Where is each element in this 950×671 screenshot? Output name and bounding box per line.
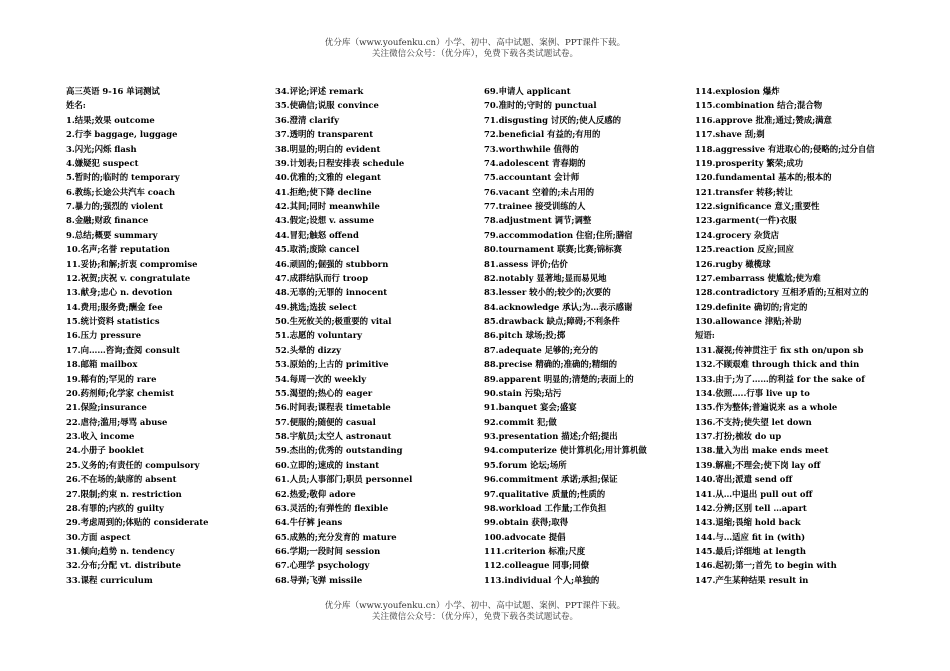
vocab-entry: 143.退缩;畏缩 hold back: [695, 517, 801, 528]
vocab-entry: 19.稀有的;罕见的 rare: [66, 373, 157, 384]
vocab-entry: 7.暴力的;强烈的 violent: [66, 201, 164, 211]
vocab-entry: 10.名声;名誉 reputation: [66, 244, 170, 255]
vocab-entry: 144.与…适应 fit in (with): [695, 531, 806, 542]
vocab-entry: 117.shave 刮;剃: [695, 129, 765, 140]
vocab-entry: 77.trainee 接受训练的人: [484, 201, 586, 211]
vocab-entry: 121.transfer 转移;转让: [695, 186, 793, 197]
vocab-entry: 11.妥协;和解;折衷 compromise: [66, 258, 198, 269]
vocab-entry: 高三英语 9-16 单词测试: [66, 86, 160, 96]
vocab-entry: 59.杰出的;优秀的 outstanding: [275, 445, 403, 456]
vocab-entry: 147.产生某种结果 result in: [695, 574, 809, 585]
vocab-entry: 46.顽固的;倔强的 stubborn: [275, 258, 389, 269]
vocab-entry: 64.牛仔裤 jeans: [275, 517, 343, 528]
vocab-entry: 36.澄清 clarify: [275, 114, 340, 125]
vocab-entry: 128.contradictory 互相矛盾的;互相对立的: [695, 287, 869, 298]
vocab-entry: 80.tournament 联赛;比赛;锦标赛: [484, 244, 622, 255]
vocab-entry: 姓名:: [66, 100, 86, 111]
vocab-entry: 37.透明的 transparent: [275, 129, 374, 140]
vocab-entry: 85.drawback 缺点;障碍;不利条件: [484, 316, 620, 326]
vocab-entry: 138.量入为出 make ends meet: [695, 445, 829, 456]
vocab-entry: 92.commit 犯;做: [484, 416, 557, 427]
vocab-entry: 142.分辨;区别 tell …apart: [695, 502, 807, 513]
vocab-entry: 61.人员;人事部门;职员 personnel: [275, 474, 413, 485]
vocab-entry: 93.presentation 描述;介绍;提出: [484, 431, 618, 441]
vocab-entry: 27.限制;约束 n. restriction: [66, 488, 182, 499]
vocab-entry: 32.分布;分配 vt. distribute: [66, 560, 182, 571]
vocab-entry: 79.accommodation 住宿;住所;膳宿: [484, 229, 633, 240]
vocab-entry: 122.significance 意义;重要性: [695, 201, 820, 211]
vocab-entry: 56.时间表;课程表 timetable: [275, 402, 391, 413]
vocab-entry: 99.obtain 获得;取得: [484, 517, 569, 528]
page-header-watermark: [0, 38, 950, 60]
vocab-entry: 12.祝贺;庆祝 v. congratulate: [66, 272, 191, 283]
vocab-entry: 141.从…中退出 pull out off: [695, 488, 813, 499]
vocab-entry: 95.forum 论坛;场所: [484, 459, 567, 470]
vocab-entry: 119.prosperity 繁荣;成功: [695, 157, 803, 168]
vocab-entry: 83.lesser 较小的;较少的;次要的: [484, 287, 611, 298]
vocab-entry: 135.作为整体;普遍说来 as a whole: [695, 402, 838, 413]
vocab-entry: 25.义务的;有责任的 compulsory: [66, 459, 200, 470]
column-2: [275, 84, 480, 587]
vocab-entry: 69.申请人 applicant: [484, 86, 571, 96]
vocab-entry: 47.成群结队而行 troop: [275, 272, 369, 283]
vocab-entry: 94.computerize 使计算机化;用计算机做: [484, 445, 647, 456]
vocab-entry: 81.assess 评价;估价: [484, 258, 568, 269]
vocab-entry: 2.行李 baggage, luggage: [66, 129, 178, 140]
vocab-entry: 1.结果;效果 outcome: [66, 114, 155, 125]
vocab-entry: 146.起初;第一;首先 to begin with: [695, 560, 837, 571]
column-3: [484, 84, 689, 587]
vocab-entry: 73.worthwhile 值得的: [484, 143, 579, 154]
vocab-entry: 60.立即的;速成的 instant: [275, 459, 380, 470]
vocab-entry: 14.费用;服务费;酬金 fee: [66, 301, 163, 312]
vocab-entry: 16.压力 pressure: [66, 330, 142, 341]
vocab-entry: 43.假定;设想 v. assume: [275, 215, 375, 226]
vocab-entry: 82.notably 显著地;显而易见地: [484, 272, 607, 283]
vocab-entry: 29.考虑周到的;体贴的 considerate: [66, 517, 209, 528]
vocab-entry: 49.挑选;选拔 select: [275, 301, 357, 312]
header-line-2: 关注微信公众号：（优分库），免费下载各类试题试卷。: [371, 49, 579, 59]
vocab-entry: 129.definite 确切的;肯定的: [695, 301, 808, 312]
vocab-entry: 38.明显的;明白的 evident: [275, 143, 381, 154]
vocab-entry: 54.每周一次的 weekly: [275, 373, 367, 384]
vocab-entry: 9.总结;概要 summary: [66, 229, 158, 240]
vocab-entry: 134.依照…..行事 live up to: [695, 387, 810, 398]
vocab-entry: 58.宇航员;太空人 astronaut: [275, 431, 392, 441]
vocab-entry: 23.收入 income: [66, 431, 135, 441]
vocab-entry: 98.workload 工作量;工作负担: [484, 502, 607, 513]
vocab-entry: 20.药剂师;化学家 chemist: [66, 387, 174, 398]
vocab-entry: 123.garment(一件)衣服: [695, 215, 797, 226]
vocab-entry: 126.rugby 橄榄球: [695, 258, 771, 269]
vocab-entry: 72.beneficial 有益的;有用的: [484, 129, 601, 140]
vocab-entry: 21.保险;insurance: [66, 402, 147, 413]
vocab-entry: 88.precise 精确的;准确的;精细的: [484, 359, 617, 370]
header-line-1: 优分库（www.youfenku.cn）小学、初中、高中试题、案例、PPT课件下载。: [324, 38, 626, 48]
vocab-entry: 31.倾向;趋势 n. tendency: [66, 546, 175, 556]
vocab-entry: 30.方面 aspect: [66, 531, 131, 542]
vocab-entry: 114.explosion 爆炸: [695, 86, 780, 96]
vocab-entry: 35.使确信;说服 convince: [275, 100, 379, 111]
vocab-entry: 40.优雅的;文雅的 elegant: [275, 172, 381, 183]
footer-line-1: 优分库（www.youfenku.cn）小学、初中、高中试题、案例、PPT课件下载。: [324, 601, 626, 611]
vocab-entry: 75.accountant 会计师: [484, 172, 580, 183]
vocab-entry: 113.individual 个人;单独的: [484, 574, 600, 585]
vocab-entry: 55.渴望的;热心的 eager: [275, 387, 373, 398]
vocab-entry: 短语:: [695, 330, 715, 341]
vocab-entry: 22.虐待;滥用;辱骂 abuse: [66, 416, 168, 427]
vocab-entry: 33.课程 curriculum: [66, 574, 153, 585]
vocab-entry: 111.criterion 标准;尺度: [484, 546, 586, 556]
vocab-entry: 50.生死攸关的;极重要的 vital: [275, 316, 392, 326]
vocab-entry: 96.commitment 承诺;承担;保证: [484, 474, 618, 485]
vocab-entry: 112.colleague 同事;同僚: [484, 560, 589, 571]
vocab-entry: 3.闪光;闪烁 flash: [66, 143, 137, 154]
vocab-entry: 132.不顾艰难 through thick and thin: [695, 359, 860, 370]
vocab-entry: 66.学期;一段时间 session: [275, 546, 381, 556]
vocab-entry: 51.志愿的 voluntary: [275, 330, 362, 341]
column-4: [695, 84, 900, 587]
vocab-entry: 53.原始的;上古的 primitive: [275, 359, 389, 370]
vocab-entry: 139.解雇;不理会;使下岗 lay off: [695, 459, 821, 470]
vocab-entry: 90.stain 污染;玷污: [484, 387, 562, 398]
vocab-entry: 78.adjustment 调节;调整: [484, 215, 592, 226]
vocab-entry: 91.banquet 宴会;盛宴: [484, 402, 577, 413]
vocab-entry: 118.aggressive 有进取心的;侵略的;过分自信: [695, 143, 875, 154]
vocab-entry: 125.reaction 反应;回应: [695, 244, 794, 255]
vocab-entry: 44.冒犯;触怒 offend: [275, 229, 359, 240]
vocab-entry: 45.取消;废除 cancel: [275, 244, 360, 255]
vocab-entry: 145.最后;详细地 at length: [695, 546, 806, 556]
vocab-entry: 39.计划表;日程安排表 schedule: [275, 157, 405, 168]
vocab-entry: 28.有罪的;内疚的 guilty: [66, 502, 164, 513]
vocab-entry: 4.嫌疑犯 suspect: [66, 157, 139, 168]
vocab-entry: 13.献身;忠心 n. devotion: [66, 287, 173, 298]
vocab-entry: 34.评论;评述 remark: [275, 86, 364, 96]
vocab-entry: 100.advocate 提倡: [484, 531, 566, 542]
page-footer-watermark: [0, 601, 950, 623]
vocab-entry: 26.不在场的;缺席的 absent: [66, 474, 177, 485]
footer-line-2: 关注微信公众号：（优分库），免费下载各类试题试卷。: [371, 612, 579, 622]
vocab-entry: 130.allowance 津贴;补助: [695, 316, 802, 326]
vocab-entry: 5.暂时的;临时的 temporary: [66, 172, 180, 183]
vocab-entry: 76.vacant 空着的;未占用的: [484, 186, 594, 197]
vocab-entry: 63.灵活的;有弹性的 flexible: [275, 502, 389, 513]
vocab-entry: 8.金融;财政 finance: [66, 215, 149, 226]
vocab-entry: 67.心理学 psychology: [275, 560, 370, 571]
vocab-entry: 15.统计资料 statistics: [66, 316, 160, 326]
vocab-entry: 71.disgusting 讨厌的;使人反感的: [484, 114, 621, 125]
vocab-entry: 131.凝视;传神贯注于 fix sth on/upon sb: [695, 344, 864, 355]
vocab-entry: 140.寄出;派遣 send off: [695, 474, 793, 485]
vocab-entry: 124.grocery 杂货店: [695, 229, 779, 240]
vocab-entry: 116.approve 批准;通过;赞成;满意: [695, 114, 832, 125]
vocab-entry: 84.acknowledge 承认;为…表示感谢: [484, 301, 633, 312]
vocab-entry: 24.小册子 booklet: [66, 445, 144, 456]
vocab-entry: 120.fundamental 基本的;根本的: [695, 172, 832, 183]
vocab-entry: 127.embarrass 使尴尬;使为难: [695, 272, 821, 283]
vocab-entry: 70.准时的;守时的 punctual: [484, 100, 597, 111]
vocab-entry: 97.qualitative 质量的;性质的: [484, 488, 606, 499]
vocab-entry: 41.拒绝;使下降 decline: [275, 186, 372, 197]
vocab-entry: 137.打扮;梳妆 do up: [695, 431, 782, 441]
vocab-entry: 65.成熟的;充分发育的 mature: [275, 531, 397, 542]
vocabulary-test-body: [66, 84, 906, 590]
vocab-entry: 18.邮箱 mailbox: [66, 359, 138, 370]
column-1: [66, 84, 271, 587]
vocab-entry: 57.便服的;随便的 casual: [275, 416, 376, 427]
vocab-entry: 74.adolescent 青春期的: [484, 157, 586, 168]
vocab-entry: 48.无辜的;无罪的 innocent: [275, 287, 388, 298]
vocab-entry: 17.向……咨询;查阅 consult: [66, 344, 180, 355]
vocab-entry: 133.由于;为了……的利益 for the sake of: [695, 373, 865, 384]
vocab-entry: 6.教练;长途公共汽车 coach: [66, 186, 176, 197]
vocab-entry: 115.combination 结合;混合物: [695, 100, 823, 111]
vocab-entry: 87.adequate 足够的;充分的: [484, 344, 599, 355]
vocab-entry: 42.其间;同时 meanwhile: [275, 201, 380, 211]
vocab-entry: 136.不支持;使失望 let down: [695, 416, 812, 427]
vocab-entry: 86.pitch 球场;投;掷: [484, 330, 566, 341]
vocab-entry: 62.热爱;敬仰 adore: [275, 488, 356, 499]
vocab-entry: 52.头晕的 dizzy: [275, 344, 342, 355]
vocab-entry: 89.apparent 明显的;清楚的;表面上的: [484, 373, 634, 384]
vocab-entry: 68.导弹;飞弹 missile: [275, 574, 363, 585]
